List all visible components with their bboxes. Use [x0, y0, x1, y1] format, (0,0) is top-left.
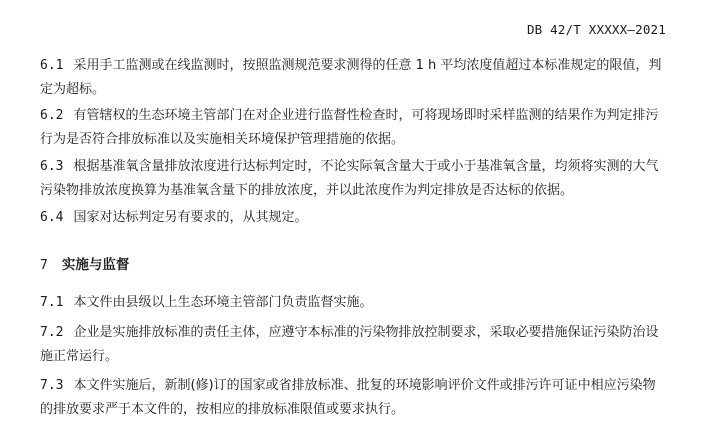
- clause-number: 7.3: [40, 378, 64, 393]
- clause-7-2: [40, 321, 666, 369]
- clause-6-4: [40, 206, 666, 230]
- clause-text: 采用手工监测或在线监测时，按照监测规范要求测得的任意 1 h 平均浓度值超过本标准规定的限值，判定为超标。: [40, 58, 662, 97]
- clause-number: 7.1: [40, 295, 64, 310]
- clause-number: 7.2: [40, 325, 64, 340]
- section-title: 实施与监督: [61, 257, 130, 273]
- clause-number: 6.4: [40, 210, 64, 225]
- clause-text: 本文件由县级以上生态环境主管部门负责监督实施。: [73, 295, 373, 310]
- clause-6-2: [40, 104, 666, 152]
- section-number: 7: [40, 258, 48, 273]
- clause-text: 根据基准氧含量排放浓度进行达标判定时，不论实际氧含量大于或小于基准氧含量，均须将实测的大气污染物排放浓度换算为基准氧含量下的排放浓度，并以此浓度作为判定排放是否达标的依据。: [40, 159, 659, 198]
- clause-6-1: [40, 54, 666, 102]
- clause-number: 6.3: [40, 159, 64, 174]
- clause-7-1: [40, 291, 666, 315]
- section-heading-7: [40, 253, 129, 278]
- clause-6-3: [40, 155, 666, 203]
- clause-text: 企业是实施排放标准的责任主体，应遵守本标准的污染物排放控制要求，采取必要措施保证污染防治设施正常运行。: [40, 325, 659, 364]
- clause-text: 国家对达标判定另有要求的，从其规定。: [73, 210, 308, 225]
- clause-text: 本文件实施后，新制(修)订的国家或省排放标准、批复的环境影响评价文件或排污许可证中相应污染物的排放要求严于本文件的，按相应的排放标准限值或要求执行。: [40, 378, 656, 417]
- clause-7-3: [40, 374, 666, 422]
- clause-text: 有管辖权的生态环境主管部门在对企业进行监督性检查时，可将现场即时采样监测的结果作为判定排污行为是否符合排放标准以及实施相关环境保护管理措施的依据。: [40, 108, 659, 147]
- document-code: DB 42/T XXXXX—2021: [526, 22, 666, 37]
- clause-number: 6.1: [40, 58, 64, 73]
- clause-number: 6.2: [40, 108, 64, 123]
